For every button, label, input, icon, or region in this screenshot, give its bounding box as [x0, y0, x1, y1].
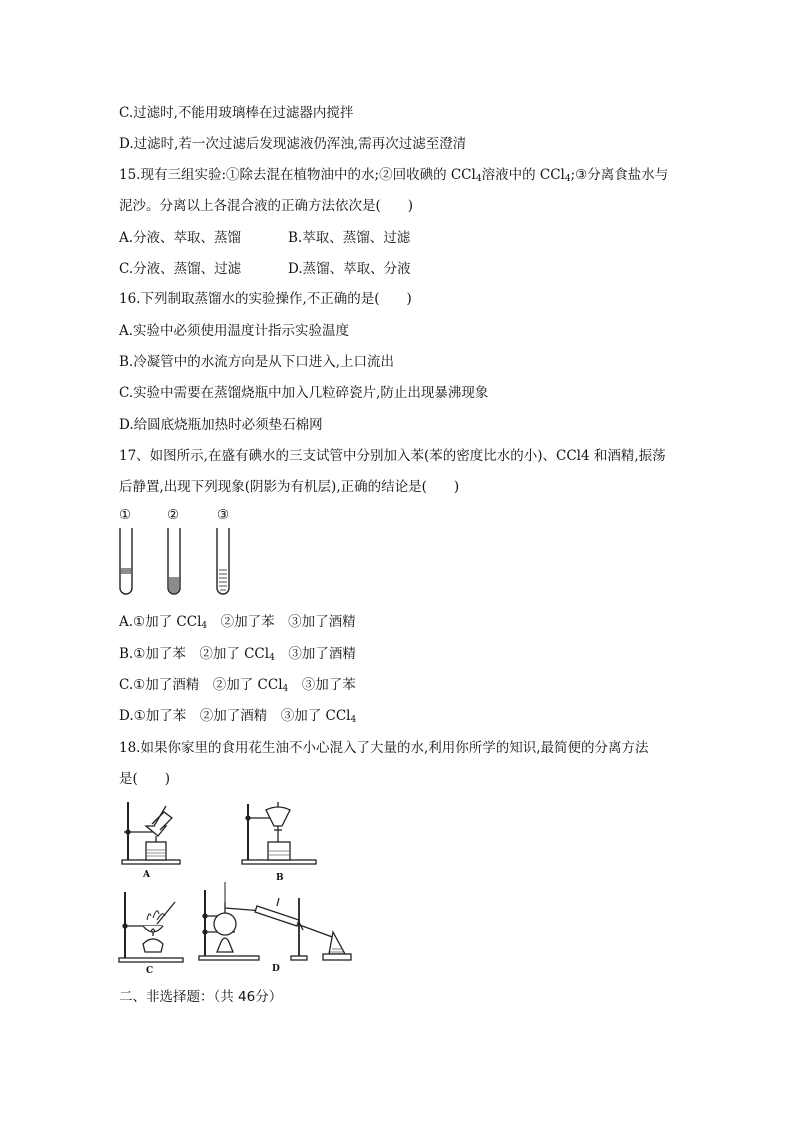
question-15-stem-cont: 泥沙。分离以上各混合液的正确方法依次是( ) [119, 198, 414, 214]
question-16-option-a: A.实验中必须使用温度计指示实验温度 [119, 323, 350, 339]
tube-label-2: ② [167, 507, 180, 523]
apparatus-label-b: B [276, 873, 284, 883]
tube-label-3: ③ [217, 507, 230, 523]
option-c-previous: C.过滤时,不能用玻璃棒在过滤器内搅拌 [119, 105, 354, 121]
test-tube-3 [217, 528, 229, 594]
question-17-option-c: C.①加了酒精 ②加了 CCl$_4$ ③加了苯 [119, 677, 356, 694]
question-15-option-b: B.萃取、蒸馏、过滤 [288, 230, 411, 246]
question-18-stem: 18.如果你家里的食用花生油不小心混入了大量的水,利用你所学的知识,最简便的分离方法 [119, 740, 649, 756]
question-16-option-b: B.冷凝管中的水流方向是从下口进入,上口流出 [119, 354, 395, 370]
apparatus-a-filtration [118, 798, 193, 880]
question-16-option-d: D.给圆底烧瓶加热时必须垫石棉网 [119, 417, 323, 433]
apparatus-label-d: D [272, 964, 280, 974]
question-15-option-a: A.分液、萃取、蒸馏 [119, 230, 242, 246]
question-17-stem: 17、如图所示,在盛有碘水的三支试管中分别加入苯(苯的密度比水的小)、CCl4 和酒精,振荡 [119, 448, 666, 464]
question-15-option-d: D.蒸馏、萃取、分液 [288, 261, 411, 277]
question-15-stem: 15.现有三组实验:①除去混在植物油中的水;②回收碘的 CCl$_4$溶液中的 CCl$_4$;③分离食盐水与 [119, 167, 669, 184]
option-d-previous: D.过滤时,若一次过滤后发现滤液仍浑浊,需再次过滤至澄清 [119, 136, 467, 152]
apparatus-label-a: A [143, 870, 150, 880]
test-tubes-figure [110, 520, 250, 605]
question-15-option-c: C.分液、蒸馏、过滤 [119, 261, 242, 277]
apparatus-b-separatory-funnel [238, 798, 323, 870]
question-17-stem-cont: 后静置,出现下列现象(阴影为有机层),正确的结论是( ) [119, 479, 460, 495]
question-16-stem: 16.下列制取蒸馏水的实验操作,不正确的是( ) [119, 291, 412, 307]
test-tube-1 [120, 528, 132, 594]
apparatus-d-distillation [195, 876, 360, 968]
section-2-heading: 二、非选择题：（共 46分） [119, 989, 283, 1005]
tube-label-1: ① [119, 507, 132, 523]
question-17-option-d: D.①加了苯 ②加了酒精 ③加了 CCl$_4$ [119, 708, 357, 725]
question-18-stem-cont: 是( ) [119, 771, 171, 787]
apparatus-c-evaporation [117, 886, 189, 968]
question-17-option-b: B.①加了苯 ②加了 CCl$_4$ ③加了酒精 [119, 646, 356, 663]
question-16-option-c: C.实验中需要在蒸馏烧瓶中加入几粒碎瓷片,防止出现暴沸现象 [119, 385, 489, 401]
question-17-option-a: A.①加了 CCl$_4$ ②加了苯 ③加了酒精 [119, 614, 356, 631]
apparatus-label-c: C [146, 966, 154, 976]
test-tube-2 [168, 528, 180, 594]
